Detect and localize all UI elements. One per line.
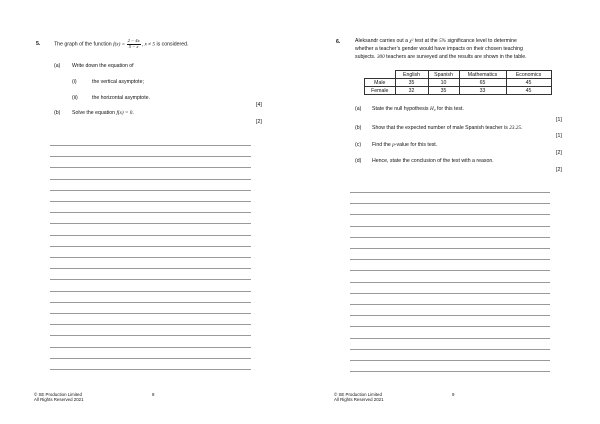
p-symbol: p bbox=[392, 142, 395, 148]
table-header-cell: English bbox=[395, 71, 428, 79]
sample-size: 300 bbox=[376, 54, 385, 60]
part-c-text bbox=[372, 142, 437, 148]
answer-line[interactable] bbox=[50, 335, 251, 336]
answer-line[interactable] bbox=[50, 302, 251, 303]
null-hypothesis-symbol: H₀ bbox=[429, 106, 436, 112]
question-intro-line-2: whether a teacher’s gender would have impacts on their chosen teaching bbox=[355, 46, 523, 52]
answer-line[interactable] bbox=[50, 279, 251, 280]
answer-line[interactable] bbox=[350, 226, 550, 227]
footer-company: © SE Production Limited bbox=[34, 392, 82, 397]
footer-copyright bbox=[334, 392, 384, 403]
intro-part: Aleksandr carries out a bbox=[355, 38, 409, 44]
answer-line[interactable] bbox=[50, 190, 251, 191]
expected-value: 23.25 bbox=[509, 125, 521, 131]
sub-i-label: (i) bbox=[72, 79, 77, 85]
table-cell: Female bbox=[365, 87, 396, 95]
intro-part: test at the bbox=[414, 38, 438, 44]
answer-line[interactable] bbox=[50, 235, 251, 236]
answer-line[interactable] bbox=[350, 270, 550, 271]
part-a-text bbox=[372, 106, 464, 112]
question-intro bbox=[54, 39, 188, 49]
answer-line[interactable] bbox=[350, 248, 550, 249]
answer-line[interactable] bbox=[50, 358, 251, 359]
part-b-equation: f(x) = 0 bbox=[116, 110, 133, 116]
part-a-label: (a) bbox=[355, 106, 362, 112]
chi-squared-symbol: χ² bbox=[409, 38, 414, 44]
answer-line[interactable] bbox=[350, 349, 550, 350]
mark-b: [1] bbox=[556, 133, 562, 139]
answer-line[interactable] bbox=[50, 268, 251, 269]
sub-i-text: the vertical asymptote; bbox=[92, 79, 144, 85]
answer-line[interactable] bbox=[350, 371, 550, 372]
answer-line[interactable] bbox=[50, 257, 251, 258]
part-a-text-end: for this test. bbox=[437, 106, 464, 112]
answer-line[interactable] bbox=[50, 167, 251, 168]
table-cell: Male bbox=[365, 79, 396, 87]
part-b-end: . bbox=[132, 110, 134, 116]
answer-line[interactable] bbox=[350, 282, 550, 283]
part-b-label: (b) bbox=[54, 110, 61, 116]
page-number: 8 bbox=[152, 392, 155, 397]
part-d-label: (d) bbox=[355, 158, 362, 164]
part-b-label: (b) bbox=[355, 125, 362, 131]
table-header-cell: Mathematics bbox=[459, 71, 506, 79]
question-number: 6. bbox=[336, 39, 341, 45]
table-header-cell: Spanish bbox=[428, 71, 459, 79]
intro-part: significance level to determine bbox=[447, 38, 517, 44]
answer-line[interactable] bbox=[350, 304, 550, 305]
part-a-text: Write down the equation of bbox=[72, 63, 134, 69]
answer-line[interactable] bbox=[350, 237, 550, 238]
significance-level: 5% bbox=[439, 38, 446, 44]
answer-line[interactable] bbox=[50, 291, 251, 292]
answer-line[interactable] bbox=[50, 369, 251, 370]
sub-ii-text: the horizontal asymptote. bbox=[92, 95, 150, 101]
table-cell: 35 bbox=[395, 79, 428, 87]
part-a-text-main: State the null hypothesis bbox=[372, 106, 429, 112]
table-row bbox=[365, 87, 552, 95]
part-b-text-main: Show that the expected number of male Spanish teacher is bbox=[372, 125, 508, 131]
answer-line[interactable] bbox=[350, 259, 550, 260]
answer-line[interactable] bbox=[350, 203, 550, 204]
intro-part: subjects. bbox=[355, 54, 376, 60]
part-c-text-main: Find the bbox=[372, 142, 391, 148]
table-cell: 32 bbox=[395, 87, 428, 95]
sub-ii-label: (ii) bbox=[72, 95, 78, 101]
page-9 bbox=[300, 0, 600, 424]
intro-part: teachers are surveyed and the results are shown in the table. bbox=[386, 54, 527, 60]
function-label: f(x) = bbox=[113, 41, 126, 48]
part-c-text-end: -value for this test. bbox=[394, 142, 438, 148]
table-cell: 45 bbox=[506, 79, 551, 87]
answer-line[interactable] bbox=[50, 324, 251, 325]
answer-line[interactable] bbox=[50, 313, 251, 314]
answer-line[interactable] bbox=[50, 347, 251, 348]
function-fraction bbox=[127, 39, 141, 49]
answer-line[interactable] bbox=[350, 293, 550, 294]
mark-c: [2] bbox=[556, 150, 562, 156]
intro-text: The graph of the function bbox=[54, 41, 112, 48]
part-d-text: Hence, state the conclusion of the test with a reason. bbox=[372, 158, 494, 164]
question-intro-line-3 bbox=[355, 54, 527, 60]
part-b-text bbox=[372, 125, 522, 131]
table-header-row bbox=[365, 71, 552, 79]
intro-text-end: is considered. bbox=[156, 41, 189, 48]
footer-rights: All Rights Reserved 2021 bbox=[34, 397, 84, 403]
footer-rights: All Rights Reserved 2021 bbox=[334, 397, 384, 403]
mark-b: [2] bbox=[256, 119, 262, 125]
part-c-label: (c) bbox=[355, 142, 362, 148]
table-cell: 35 bbox=[428, 87, 459, 95]
answer-line[interactable] bbox=[350, 192, 550, 193]
table-header-cell bbox=[365, 71, 396, 79]
question-number: 5. bbox=[36, 41, 41, 47]
part-a-label: (a) bbox=[54, 63, 61, 69]
table-cell: 33 bbox=[459, 87, 506, 95]
table-row bbox=[365, 79, 552, 87]
answer-line[interactable] bbox=[350, 315, 550, 316]
mark-a: [1] bbox=[556, 117, 562, 123]
table-header-cell: Economics bbox=[506, 71, 551, 79]
survey-table bbox=[364, 70, 552, 95]
part-b-text-main: Solve the equation bbox=[72, 110, 115, 116]
answer-line[interactable] bbox=[50, 201, 251, 202]
footer-copyright bbox=[34, 392, 84, 403]
answer-line[interactable] bbox=[50, 179, 251, 180]
page-number: 9 bbox=[452, 392, 455, 397]
part-b-text bbox=[72, 110, 134, 116]
table-cell: 10 bbox=[428, 79, 459, 87]
fraction-denominator: 5 − x bbox=[128, 43, 139, 49]
answer-line[interactable] bbox=[50, 212, 251, 213]
answer-line[interactable] bbox=[350, 360, 550, 361]
answer-line[interactable] bbox=[350, 326, 550, 327]
mark-a: [4] bbox=[256, 102, 262, 108]
answer-line[interactable] bbox=[50, 223, 251, 224]
answer-line[interactable] bbox=[350, 214, 550, 215]
answer-line[interactable] bbox=[50, 156, 251, 157]
footer-company: © SE Production Limited bbox=[334, 392, 382, 397]
fraction-numerator: 2 − 4x bbox=[127, 38, 140, 43]
question-intro-line-1 bbox=[355, 38, 517, 44]
table-cell: 45 bbox=[506, 87, 551, 95]
domain-condition: , x ≠ 5 bbox=[142, 41, 156, 48]
answer-line[interactable] bbox=[350, 338, 550, 339]
part-b-end: . bbox=[520, 125, 523, 131]
answer-line[interactable] bbox=[50, 246, 251, 247]
answer-line[interactable] bbox=[50, 145, 251, 146]
table-cell: 65 bbox=[459, 79, 506, 87]
mark-d: [2] bbox=[556, 167, 562, 173]
